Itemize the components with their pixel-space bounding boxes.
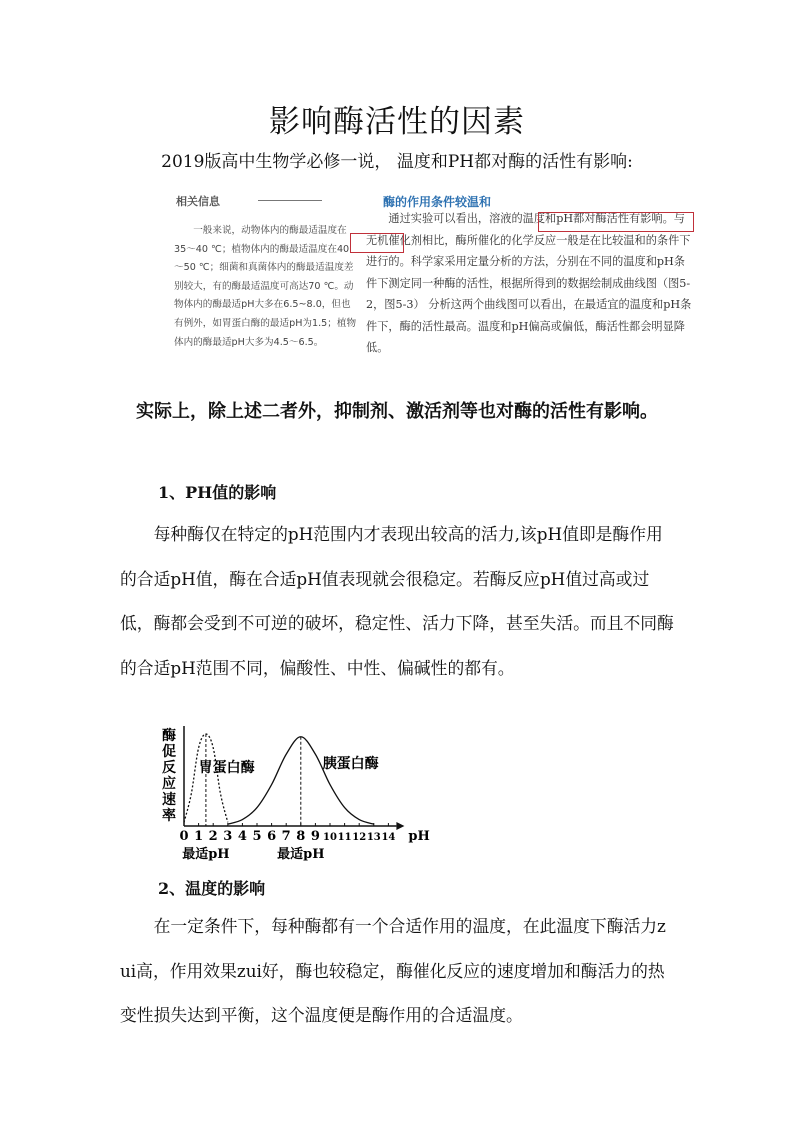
subtitle: 2019版高中生物学必修一说， 温度和PH都对酶的活性有影响: bbox=[161, 152, 633, 172]
x-tick-label: 14 bbox=[381, 832, 396, 843]
x-tick-label: 10 bbox=[323, 832, 337, 843]
highlight-box-2 bbox=[350, 233, 404, 253]
related-info-text: 一般来说，动物体内的酶最适温度在35～40 ℃；植物体内的酶最适温度在40～50 ℃；细菌和真菌体内的酶最适温度差别较大，有的酶最适温度可高达70 ℃。动物体内的酶最适pH大多在6.5~8.0，但也有例外，如胃蛋白酶的最适pH为1.5；植物体内的酶最适pH大多为4.5～6.5。 bbox=[174, 225, 357, 348]
series-line-trypsin bbox=[228, 737, 374, 824]
enzyme-conditions-heading: 酶的作用条件较温和 bbox=[383, 195, 492, 209]
x-tick-label: 1 bbox=[194, 829, 204, 844]
series-label-trypsin: 胰蛋白酶 bbox=[322, 756, 379, 772]
enzyme-conditions-text: 通过实验可以看出，溶液的温度和pH都对酶活性有影响。与无机催化剂相比，酶所催化的化学反应一般是在比较温和的条件下进行的。科学家采用定量分析的方法，分别在不同的温度和pH条件下测定同一种酶的活性，根据所得到的数据绘制成曲线图（图5-2，图5-3） 分析这两个曲线图可以看出，在最适宜的温度和pH条件下，酶的活性最高。温度和pH偏高或偏低，酶活性都会明显降低。 bbox=[366, 212, 692, 354]
section-heading-temperature: 2、温度的影响 bbox=[158, 879, 266, 898]
enzyme-conditions-panel bbox=[350, 186, 702, 372]
annotation-optimum-ph-pepsin: 最适pH bbox=[182, 847, 230, 862]
x-tick-label: 4 bbox=[237, 829, 247, 844]
x-tick-label: 6 bbox=[267, 829, 277, 844]
emphasis-statement: 实际上，除上述二者外，抑制剂、激活剂等也对酶的活性有影响。 bbox=[136, 401, 658, 422]
x-axis-label: pH bbox=[408, 829, 430, 844]
x-tick-label: 3 bbox=[223, 829, 233, 844]
x-tick-label: 8 bbox=[296, 829, 306, 844]
ph-rate-chart bbox=[160, 722, 430, 862]
textbook-excerpt-figure bbox=[158, 186, 702, 372]
y-axis-label-char: 应 bbox=[162, 776, 176, 792]
related-info-heading: 相关信息 bbox=[176, 195, 220, 208]
x-tick-label: 0 bbox=[179, 829, 189, 844]
x-tick-label: 11 bbox=[337, 832, 352, 843]
page-title: 影响酶活性的因素 bbox=[269, 104, 525, 140]
x-tick-label: 12 bbox=[352, 832, 367, 843]
y-axis-label-char: 反 bbox=[162, 760, 176, 776]
section-heading-ph: 1、PH值的影响 bbox=[158, 483, 277, 502]
x-tick-label: 13 bbox=[366, 832, 381, 843]
x-tick-label: 2 bbox=[208, 829, 218, 844]
x-tick-label: 9 bbox=[310, 829, 320, 844]
annotation-optimum-ph-trypsin: 最适pH bbox=[277, 847, 325, 862]
x-tick-label: 7 bbox=[281, 829, 291, 844]
heading-rule bbox=[258, 200, 322, 201]
y-axis-label-char: 率 bbox=[162, 808, 176, 824]
section-paragraph-ph: 每种酶仅在特定的pH范围内才表现出较高的活力,该pH值即是酶作用的合适pH值，酶在合适pH值表现就会很稳定。若酶反应pH值过高或过低，酶都会受到不可逆的破坏，稳定性、活力下降，甚至失活。而且不同酶的合适pH范围不同，偏酸性、中性、偏碱性的都有。 bbox=[120, 524, 674, 678]
section-paragraph-temperature: 在一定条件下，每种酶都有一个合适作用的温度，在此温度下酶活力zui高，作用效果zui好，酶也较稳定，酶催化反应的速度增加和酶活力的热变性损失达到平衡，这个温度便是酶作用的合适温度。 bbox=[120, 916, 666, 1025]
x-axis-arrow bbox=[396, 822, 404, 830]
y-axis-label-char: 速 bbox=[162, 792, 176, 808]
y-axis-label-char: 酶 bbox=[162, 728, 176, 744]
x-tick-label: 5 bbox=[252, 829, 262, 844]
y-axis-label-char: 促 bbox=[162, 744, 176, 760]
series-label-pepsin: 胃蛋白酶 bbox=[198, 760, 255, 776]
related-info-panel bbox=[158, 186, 358, 372]
chart-svg bbox=[160, 722, 430, 862]
highlight-box-1 bbox=[538, 212, 694, 232]
